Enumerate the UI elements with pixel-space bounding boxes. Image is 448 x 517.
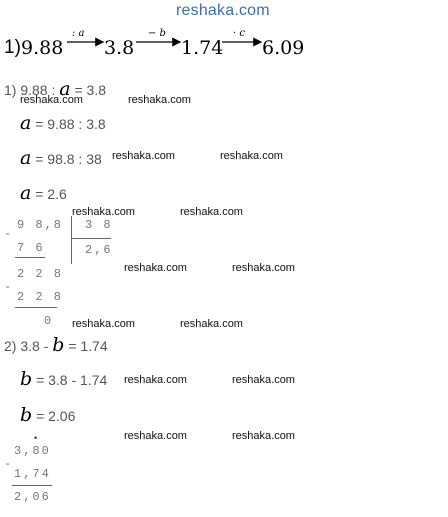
final-remainder: 0 — [44, 314, 54, 328]
watermark: reshaka.com — [180, 318, 243, 330]
watermark: reshaka.com — [124, 430, 187, 442]
subtrahend-1: 7 6 — [17, 241, 45, 255]
minus-sign: - — [4, 227, 14, 241]
divisor-underline — [71, 238, 111, 239]
subtraction-line — [12, 485, 52, 486]
watermark: reshaka.com — [20, 94, 83, 106]
equation-text: = 98.8 : 38 — [35, 151, 102, 167]
variable: a — [20, 112, 32, 134]
equation-line — [20, 182, 67, 204]
watermark: reshaka.com — [232, 430, 295, 442]
equation-text: = 2.06 — [36, 408, 76, 424]
watermark: reshaka.com — [124, 262, 187, 274]
subtraction-line-2 — [15, 307, 57, 308]
minus-sign: - — [4, 457, 14, 471]
equation-text: = 2.6 — [35, 186, 67, 202]
site-logo[interactable]: reshaka.com — [176, 2, 270, 19]
divisor: 3 8 — [85, 218, 113, 232]
step-2-equation-rest: = 1.74 — [68, 338, 108, 354]
chain-label: 1) — [4, 37, 21, 58]
step-1-variable: a — [59, 78, 71, 100]
quotient: 2,6 — [85, 243, 113, 257]
watermark: reshaka.com — [128, 94, 191, 106]
chain-number-3: 1.74 — [181, 37, 224, 59]
chain-arrows — [0, 0, 448, 80]
watermark: reshaka.com — [72, 318, 135, 330]
watermark: reshaka.com — [124, 374, 187, 386]
watermark: reshaka.com — [72, 206, 135, 218]
watermark: reshaka.com — [180, 206, 243, 218]
remainder-1: 2 2 8 — [17, 267, 64, 281]
chain-number-2: 3.8 — [104, 37, 135, 59]
chain-number-1: 9.88 — [21, 37, 64, 59]
equation-text: = 3.8 - 1.74 — [36, 372, 108, 388]
subtraction-line-1 — [15, 257, 45, 258]
borrow-dot: • — [34, 433, 38, 443]
division-vertical-bar — [71, 216, 72, 264]
step-2-label: 2) 3.8 - — [4, 338, 49, 354]
chain-operation-3: · c — [233, 28, 245, 39]
variable: b — [20, 404, 33, 426]
equation-line — [20, 147, 102, 169]
variable: b — [20, 368, 33, 390]
step-2-variable: b — [52, 334, 65, 356]
step-1-equation-rest: = 3.8 — [74, 82, 107, 98]
equation-line — [20, 404, 75, 426]
chain-number-4: 6.09 — [262, 37, 305, 59]
equation-line — [20, 368, 107, 390]
variable: a — [20, 182, 32, 204]
variable: a — [20, 147, 32, 169]
step-1-label: 1) 9.88 : — [4, 82, 56, 98]
equation-text: = 9.88 : 3.8 — [35, 116, 106, 132]
difference: 2,06 — [14, 490, 51, 504]
minuend: 3,80 — [14, 444, 51, 458]
watermark: reshaka.com — [112, 150, 175, 162]
subtrahend: 1,74 — [14, 467, 51, 481]
watermark: reshaka.com — [220, 150, 283, 162]
subtrahend-2: 2 2 8 — [17, 290, 64, 304]
dividend: 9 8,8 — [17, 218, 64, 232]
equation-line — [20, 112, 106, 134]
watermark: reshaka.com — [232, 374, 295, 386]
chain-operation-2: − b — [148, 28, 166, 39]
minus-sign: - — [4, 280, 14, 294]
chain-operation-1: : a — [72, 28, 85, 39]
watermark: reshaka.com — [232, 262, 295, 274]
